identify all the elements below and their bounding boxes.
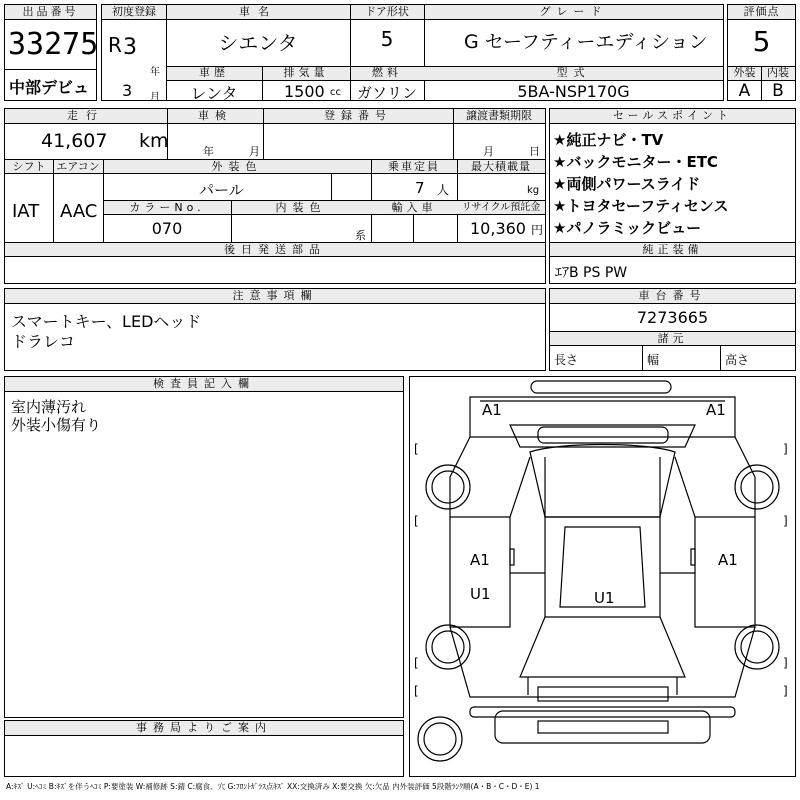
inspection-year-unit: 年 [203, 145, 214, 158]
model-label: 型式 [556, 66, 591, 79]
inspector-label: 検査員記入欄 [5, 377, 403, 392]
fuel: ガソリン [356, 84, 417, 102]
inspection-month-unit: 月 [249, 145, 260, 158]
transfer-month-unit: 月 [483, 145, 494, 158]
svg-text:[: [ [414, 656, 419, 670]
svg-text:]: ] [783, 656, 788, 670]
grade-label: グレード [539, 5, 608, 18]
color-no-label: カラーNo. [129, 201, 205, 214]
lot-number-box [4, 4, 97, 101]
shift-label: シフト [12, 160, 46, 173]
capacity-label: 乗車定員 [388, 160, 440, 173]
score-box [727, 4, 796, 101]
notes-line: スマートキー、LEDヘッド [11, 312, 202, 331]
ext-color-label: 外装色 [211, 160, 263, 173]
recycle-label: リサイクル預託金 [461, 202, 541, 213]
import-label: 輸入車 [391, 201, 437, 214]
chassis-label: 車台番号 [550, 289, 795, 304]
later-parts-label: 後日発送部品 [5, 243, 545, 257]
legend: A:ｷｽﾞ U:ﾍｺﾐ B:ｷｽﾞを伴うﾍｺﾐ P:要塗装 W:補修跡 S:錆 C:腐食、穴 G:ﾌﾛﾝﾄｶﾞﾗｽ点ｷｽﾞ XX:交換済み X:要交換 欠:欠品 内外装評価 5段階ﾗﾝｸ順(A・B・C・D・E) 1 [6, 782, 540, 791]
mileage-label: 走行 [67, 109, 105, 122]
displacement-label: 排気量 [283, 66, 329, 79]
recycle-unit: 円 [531, 223, 544, 237]
dims-label: 諸元 [550, 332, 795, 346]
svg-text:]: ] [783, 684, 788, 698]
capacity: 7 [415, 179, 425, 197]
lot-number: 33275 [8, 27, 99, 62]
svg-text:]: ] [783, 442, 788, 456]
notes-line: ドラレコ [11, 332, 76, 351]
displacement: 1500 [284, 82, 325, 101]
color-no: 070 [151, 219, 183, 238]
shift: IAT [12, 201, 40, 222]
top-info-table [101, 4, 724, 101]
reg-year: 3 [123, 35, 137, 60]
reg-no-label: 登録番号 [324, 109, 392, 122]
score-label: 評価点 [728, 5, 795, 20]
doors: 5 [380, 27, 394, 51]
recycle: 10,360 [470, 219, 526, 238]
venue-name: 中部デビュ [9, 78, 90, 97]
year-unit: 年 [150, 67, 160, 78]
sales-point: ★バックモニター・ETC [553, 153, 718, 171]
sales-point: ★両側パワースライド [553, 175, 701, 193]
mileage-unit: km [139, 130, 169, 152]
damage-mark: A1 [718, 551, 738, 569]
damage-mark: U1 [594, 589, 615, 607]
displacement-unit: cc [330, 87, 341, 98]
exterior-grade: A [738, 81, 751, 101]
grade: G セーフティーエディション [464, 31, 708, 53]
svg-text:[: [ [414, 684, 419, 698]
score: 5 [752, 25, 771, 58]
inspector-box [4, 376, 404, 718]
damage-mark: A1 [482, 401, 502, 419]
sales-point: ★純正ナビ・TV [553, 131, 664, 149]
sales-point: ★パノラミックビュー [553, 219, 702, 237]
equipment: ｴｱB PS PW [555, 265, 628, 281]
doors-label: ドア形状 [365, 5, 409, 18]
sales-point: ★トヨタセーフティセンス [553, 197, 729, 215]
width-label: 幅 [647, 353, 660, 367]
fuel-label: 燃料 [372, 66, 402, 79]
vehicle-details-table [4, 108, 546, 284]
transfer-label: 譲渡書類期限 [466, 109, 532, 122]
equipment-label: 純正装備 [550, 243, 795, 257]
chassis-box [549, 288, 796, 371]
height-label: 高さ [725, 353, 750, 367]
transfer-day-unit: 日 [529, 145, 540, 158]
notes-label: 注意事項欄 [5, 289, 545, 304]
int-color-unit: 系 [355, 229, 366, 242]
svg-text:]: ] [783, 514, 788, 528]
svg-text:[: [ [414, 514, 419, 528]
mileage: 41,607 [41, 130, 108, 152]
damage-diagram [409, 376, 796, 777]
sales-points-label: セールスポイント [550, 109, 795, 124]
office-box [4, 720, 404, 777]
capacity-unit: 人 [437, 183, 450, 197]
era: R [108, 33, 122, 57]
month-unit: 月 [150, 92, 160, 103]
aircon: AAC [60, 201, 98, 222]
interior-grade: B [772, 81, 784, 101]
model: 5BA-NSP170G [517, 82, 630, 101]
max-load-unit: kg [527, 185, 540, 196]
ext-color: パール [199, 181, 244, 199]
sales-points-box [549, 108, 796, 284]
interior-grade-label: 内装 [767, 66, 789, 79]
damage-mark: A1 [470, 551, 490, 569]
lot-number-label: 出品番号 [5, 5, 96, 20]
reg-month: 3 [122, 81, 133, 100]
svg-text:[: [ [414, 442, 419, 456]
chassis-number: 7273665 [636, 308, 709, 327]
car-name: シエンタ [218, 31, 298, 55]
inspector-line: 外装小傷有り [11, 416, 102, 434]
inspector-line: 室内薄汚れ [11, 398, 87, 416]
notes-box [4, 288, 546, 371]
history-label: 車歴 [199, 66, 229, 79]
damage-mark: A1 [706, 401, 726, 419]
exterior-grade-label: 外装 [733, 66, 756, 79]
first-reg-label: 初度登録 [112, 5, 156, 18]
history: レンタ [190, 84, 238, 103]
car-diagram [410, 377, 795, 776]
max-load-label: 最大積載量 [471, 160, 531, 173]
damage-mark: U1 [470, 585, 491, 603]
inspection-label: 車検 [198, 109, 232, 122]
length-label: 長さ [554, 353, 579, 367]
office-label: 事務局よりご案内 [5, 721, 403, 736]
int-color-label: 内装色 [275, 201, 327, 214]
aircon-label: エアコン [56, 160, 100, 173]
car-name-label: 車名 [239, 5, 277, 18]
